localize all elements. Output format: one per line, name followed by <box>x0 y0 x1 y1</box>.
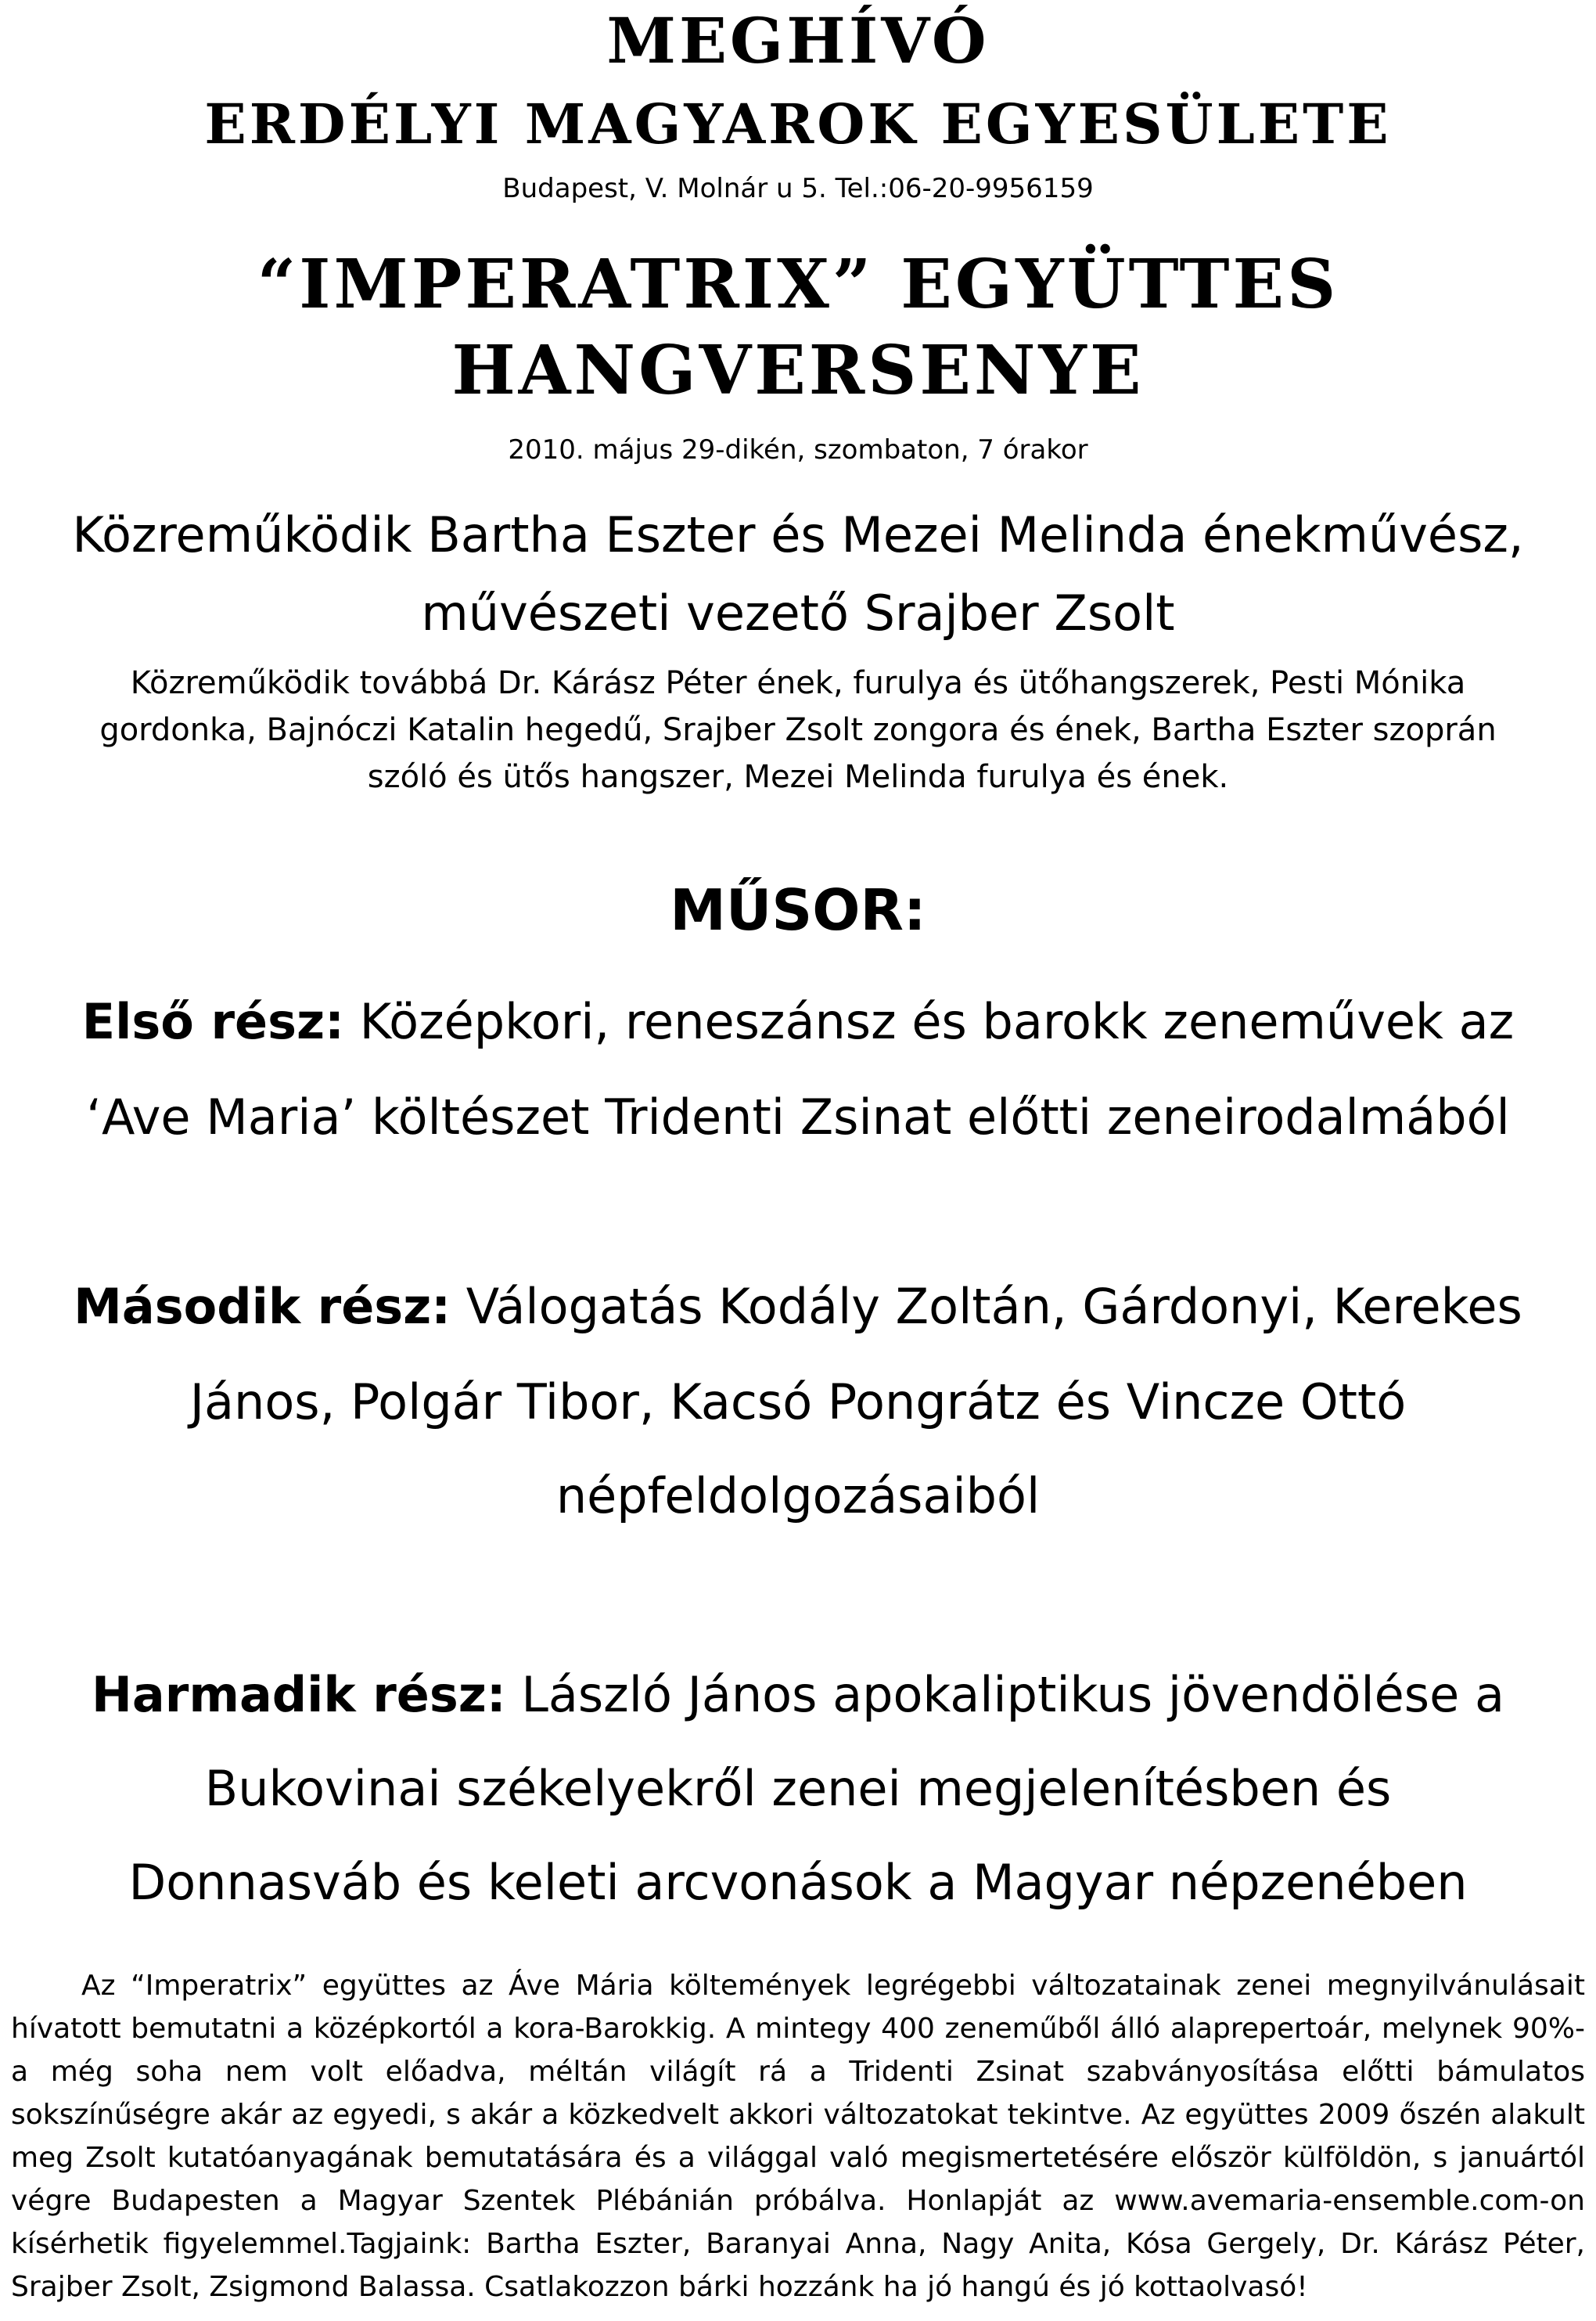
invitation-title: MEGHÍVÓ <box>606 4 990 77</box>
program-part-1-label: Első rész: <box>81 993 344 1050</box>
organization-address: Budapest, V. Molnár u 5. Tel.:06-20-9956159 <box>502 173 1094 204</box>
other-performers-line1: Közreműködik továbbá Dr. Kárász Péter ének, furulya és ütőhangszerek, Pesti Mónika <box>130 665 1466 701</box>
program-part-2-line2: János, Polgár Tibor, Kacsó Pongrátz és Vincze Ottó <box>189 1373 1407 1430</box>
program-part-2-line1 <box>0 1276 1596 1338</box>
program-part-3-line3: Donnasváb és keleti arcvonások a Magyar népzenében <box>128 1854 1468 1911</box>
main-performers-line1: Közreműködik Bartha Eszter és Mezei Melinda énekművész, <box>72 506 1524 563</box>
program-heading: MŰSOR: <box>670 877 926 943</box>
other-performers-line2: gordonka, Bajnóczi Katalin hegedű, Srajber Zsolt zongora és ének, Bartha Eszter szoprán <box>99 712 1497 748</box>
program-part-1-line1 <box>0 991 1596 1053</box>
program-part-2-text1: Válogatás Kodály Zoltán, Gárdonyi, Kerekes <box>451 1278 1522 1335</box>
program-part-1-text1: Középkori, reneszánsz és barokk zeneművek az <box>343 993 1515 1050</box>
program-part-2-line3: népfeldolgozásaiból <box>555 1467 1041 1524</box>
ensemble-description <box>11 1964 1585 2308</box>
program-part-3-line1 <box>0 1664 1596 1726</box>
program-part-1-line2: ‘Ave Maria’ költészet Tridenti Zsinat előtti zeneirodalmából <box>86 1089 1510 1146</box>
event-datetime: 2010. május 29-dikén, szombaton, 7 órakor <box>508 434 1088 466</box>
program-part-3-text1: László János apokaliptikus jövendölése a <box>505 1666 1504 1723</box>
program-part-2-label: Második rész: <box>74 1278 451 1335</box>
organization-name: ERDÉLYI MAGYAROK EGYESÜLETE <box>204 92 1392 157</box>
program-part-3-line2: Bukovinai székelyekről zenei megjelenítésben és <box>204 1760 1392 1817</box>
event-title-line1: “IMPERATRIX” EGYÜTTES <box>257 245 1339 324</box>
event-title-line2: HANGVERSENYE <box>451 331 1145 410</box>
other-performers-line3: szóló és ütős hangszer, Mezei Melinda furulya és ének. <box>367 759 1229 795</box>
ensemble-description-text: Az “Imperatrix” együttes az Áve Mária költemények legrégebbi változatainak zenei megnyilvánulásait hívatott bemutatni a középkortól a kora-Barokkig. A mintegy 400 zeneműből álló alaprepertoár, melynek 90%-a még soha nem volt előadva, méltán világít rá a Tridenti Zsinat szabványosítása előtti bámulatos sokszínűségre akár az egyedi, s akár a közkedvelt akkori változatokat tekintve. Az együttes 2009 őszén alakult meg Zsolt kutatóanyagának bemutatására és a világgal való megismertetésére először külföldön, s januártól végre Budapesten a Magyar Szentek Plébánián próbálva. Honlapját az www.avemaria-ensemble.com-on kísérhetik figyelemmel.Tagjaink: Bartha Eszter, Baranyai Anna, Nagy Anita, Kósa Gergely, Dr. Kárász Péter, Srajber Zsolt, Zsigmond Balassa. Csatlakozzon bárki hozzánk ha jó hangú és jó kottaolvasó! <box>11 1970 1585 2303</box>
main-performers-line2: művészeti vezető Srajber Zsolt <box>421 585 1175 642</box>
program-part-3-label: Harmadik rész: <box>92 1666 506 1723</box>
